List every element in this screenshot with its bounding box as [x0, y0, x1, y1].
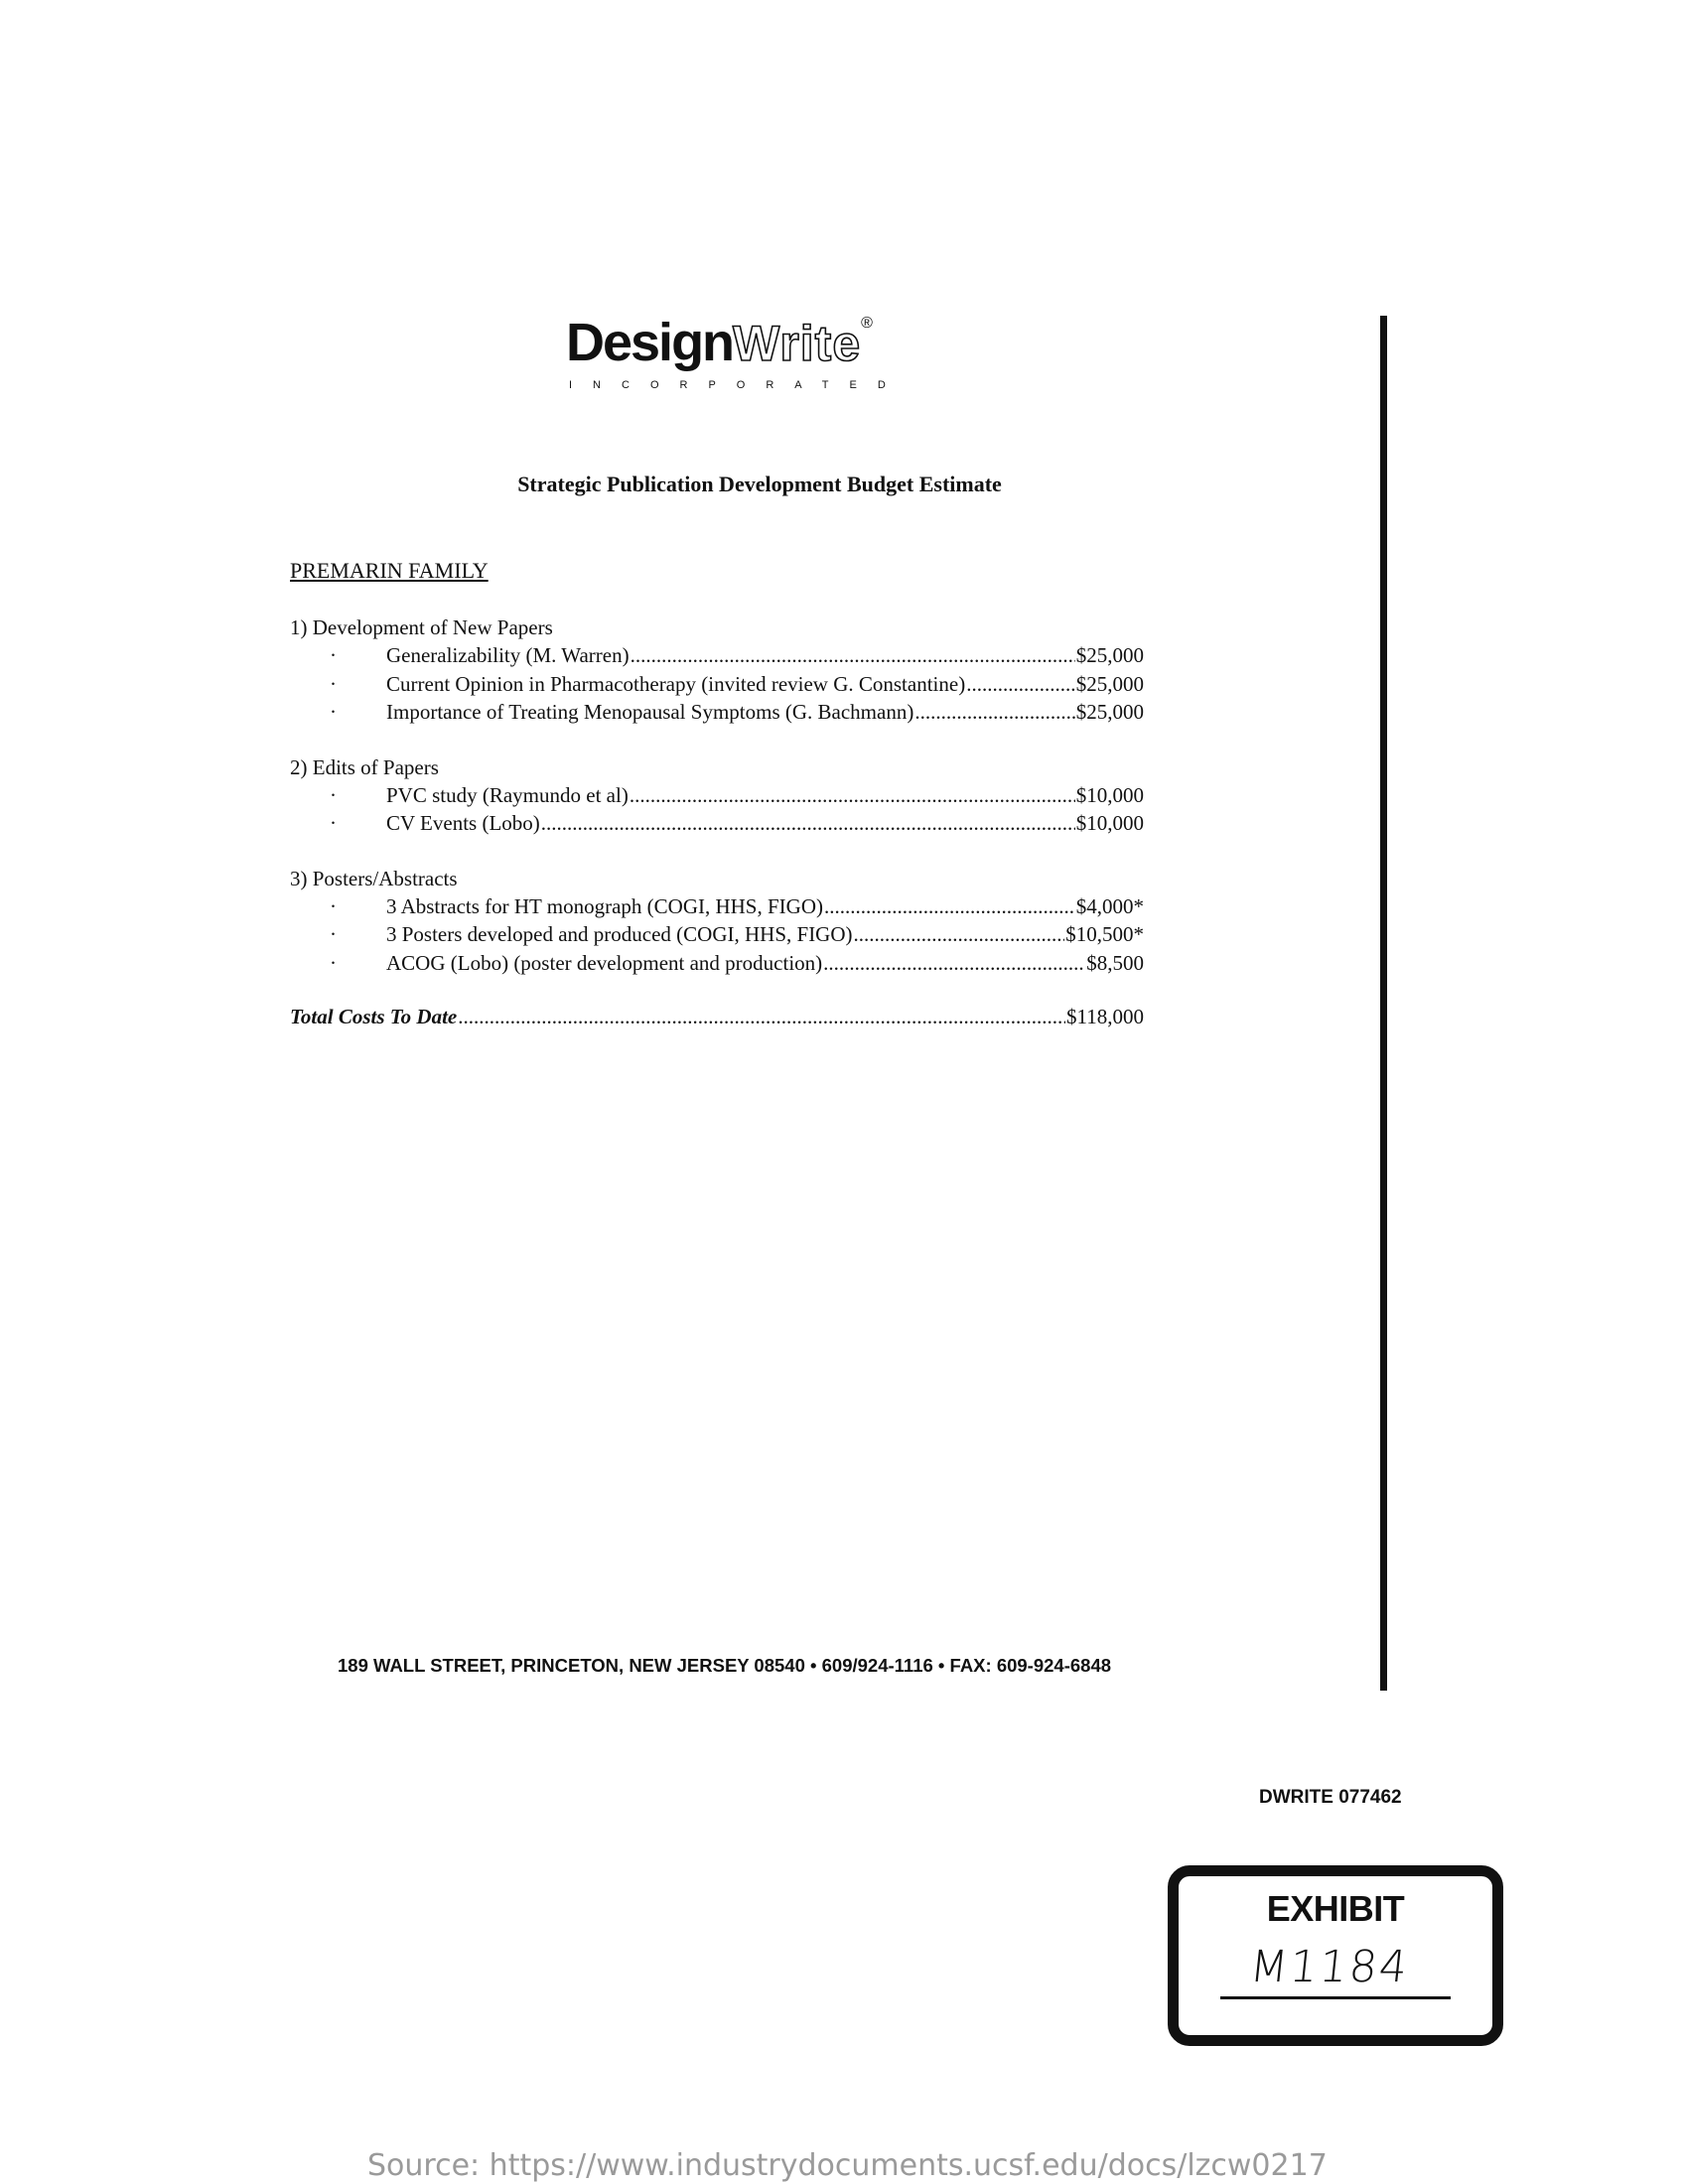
item-amount: $8,500	[1086, 950, 1144, 975]
budget-line-item	[290, 670, 1144, 699]
item-amount: $25,000	[1075, 700, 1144, 724]
item-amount: $10,000	[1075, 811, 1144, 835]
budget-line-item	[290, 892, 1144, 921]
budget-section	[290, 614, 1144, 727]
budget-line-item	[290, 920, 1144, 949]
budget-section	[290, 753, 1144, 838]
item-amount: $25,000	[1075, 643, 1144, 667]
bullet: ·	[330, 893, 337, 918]
bullet: ·	[330, 782, 337, 807]
exhibit-label: EXHIBIT	[1266, 1888, 1405, 1929]
section-heading: 1) Development of New Papers	[290, 615, 553, 639]
bullet: ·	[330, 950, 337, 975]
vertical-rule	[1380, 316, 1387, 1691]
dot-leader	[823, 949, 1085, 978]
item-label: 3 Abstracts for HT monograph (COGI, HHS, FIGO)	[386, 893, 823, 918]
budget-section	[290, 865, 1144, 978]
item-label: ACOG (Lobo) (poster development and production)	[386, 950, 823, 975]
bullet: ·	[330, 700, 337, 724]
item-amount: $10,000	[1075, 782, 1144, 807]
budget-line-item	[290, 781, 1144, 810]
document-code: DWRITE 077462	[1259, 1787, 1402, 1808]
logo-name-bold: Design	[566, 313, 734, 372]
dot-leader	[824, 892, 1075, 921]
logo-name-outline: Write	[733, 316, 862, 371]
item-label: PVC study (Raymundo et al)	[386, 782, 629, 807]
dot-leader	[914, 698, 1074, 727]
exhibit-handwritten-number: M1184	[1247, 1942, 1412, 1992]
total-amount: $118,000	[1066, 1005, 1144, 1028]
dot-leader	[630, 781, 1075, 810]
bullet: ·	[330, 643, 337, 667]
registered-mark: ®	[861, 315, 873, 332]
bullet: ·	[330, 922, 337, 946]
dot-leader	[631, 641, 1075, 670]
dot-leader	[966, 670, 1075, 699]
dot-leader	[541, 809, 1075, 838]
budget-list	[290, 614, 1144, 1031]
bullet: ·	[330, 671, 337, 696]
source-watermark: Source: https://www.industrydocuments.ucsf.edu/docs/lzcw0217	[367, 2148, 1328, 2183]
dot-leader	[854, 920, 1065, 949]
exhibit-underline	[1220, 1996, 1451, 1999]
bullet: ·	[330, 811, 337, 835]
item-label: Importance of Treating Menopausal Symptoms (G. Bachmann)	[386, 700, 914, 724]
item-label: 3 Posters developed and produced (COGI, HHS, FIGO)	[386, 922, 853, 946]
section-heading: 3) Posters/Abstracts	[290, 866, 458, 890]
total-row	[290, 1002, 1144, 1031]
company-logo	[566, 313, 907, 391]
item-amount: $10,500*	[1065, 922, 1144, 946]
total-label: Total Costs To Date	[290, 1005, 458, 1028]
section-heading: 2) Edits of Papers	[290, 754, 439, 779]
item-label: Current Opinion in Pharmacotherapy (invited review G. Constantine)	[386, 671, 966, 696]
item-label: CV Events (Lobo)	[386, 811, 540, 835]
item-label: Generalizability (M. Warren)	[386, 643, 630, 667]
dot-leader	[458, 1002, 1065, 1031]
logo-subtitle: INCORPORATED	[569, 379, 907, 391]
exhibit-stamp	[1168, 1865, 1503, 2046]
budget-line-item	[290, 949, 1144, 978]
budget-line-item	[290, 641, 1144, 670]
document-title: Strategic Publication Development Budget Estimate	[517, 472, 1002, 496]
family-heading: PREMARIN FAMILY	[290, 558, 489, 583]
item-amount: $25,000	[1075, 671, 1144, 696]
budget-line-item	[290, 809, 1144, 838]
logo-wordmark	[566, 313, 884, 372]
company-address: 189 WALL STREET, PRINCETON, NEW JERSEY 08540 • 609/924-1116 • FAX: 609-924-6848	[338, 1655, 1112, 1676]
item-amount: $4,000*	[1075, 893, 1144, 918]
budget-line-item	[290, 698, 1144, 727]
